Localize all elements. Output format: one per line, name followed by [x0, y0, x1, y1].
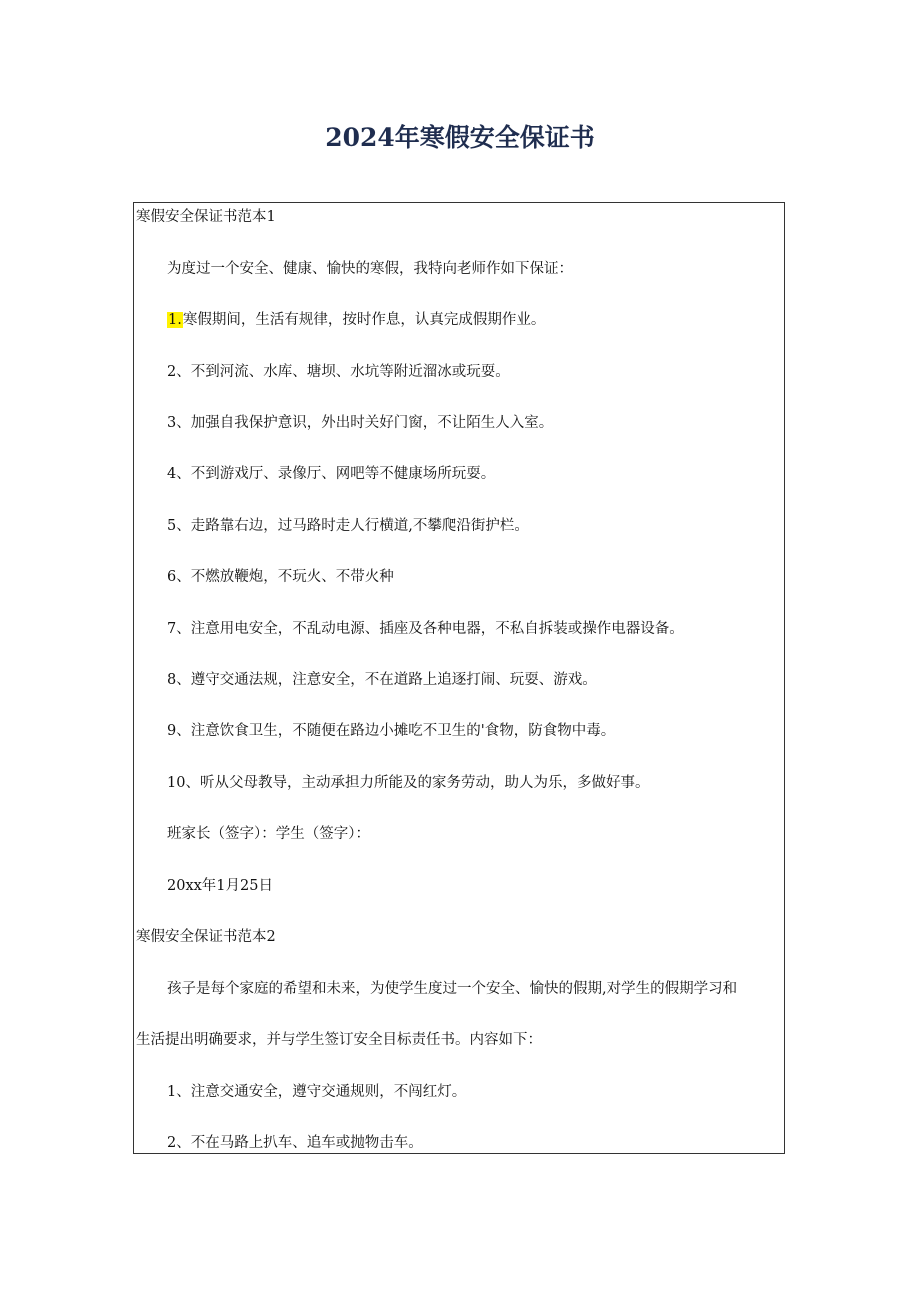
sample1-item-5: 5、走路靠右边，过马路时走人行横道,不攀爬沿街护栏。 [167, 518, 529, 534]
sample1-item-7: 7、注意用电安全，不乱动电源、插座及各种电器，不私自拆装或操作电器设备。 [167, 621, 684, 637]
sample1-item-6: 6、不燃放鞭炮，不玩火、不带火种 [167, 569, 394, 585]
sample1-item-4: 4、不到游戏厅、录像厅、网吧等不健康场所玩耍。 [167, 466, 496, 482]
sample2-intro-line1: 孩子是每个家庭的希望和未来，为使学生度过一个安全、愉快的假期,对学生的假期学习和 [167, 981, 738, 997]
sample1-intro: 为度过一个安全、健康、愉快的寒假，我特向老师作如下保证： [167, 261, 573, 277]
sample1-item-9: 9、注意饮食卫生，不随便在路边小摊吃不卫生的'食物，防食物中毒。 [167, 723, 616, 739]
sample2-intro-line2: 生活提出明确要求，并与学生签订安全目标责任书。内容如下： [136, 1032, 542, 1048]
sample1-item-2: 2、不到河流、水库、塘坝、水坑等附近溜冰或玩耍。 [167, 364, 510, 380]
sample1-item-10: 10、听从父母教导，主动承担力所能及的家务劳动，助人为乐，多做好事。 [167, 775, 650, 791]
sample1-heading: 寒假安全保证书范本1 [136, 209, 276, 225]
sample2-item-1: 1、注意交通安全，遵守交通规则，不闯红灯。 [167, 1084, 467, 1100]
sample1-item-8: 8、遵守交通法规，注意安全，不在道路上追逐打闹、玩耍、游戏。 [167, 672, 597, 688]
sample2-item-2: 2、不在马路上扒车、追车或抛物击车。 [167, 1135, 423, 1151]
page-title: 2024年寒假安全保证书 [325, 123, 595, 152]
highlighted-number: 1. [168, 312, 182, 328]
signature-line: 班家长（签字）：学生（签字）： [167, 826, 370, 842]
sample2-heading: 寒假安全保证书范本2 [136, 929, 276, 945]
content-box [133, 202, 785, 1154]
sample1-item-1 [167, 310, 545, 330]
sample1-item-3: 3、加强自我保护意识，外出时关好门窗，不让陌生人入室。 [167, 415, 554, 431]
date-line: 20xx年1月25日 [167, 878, 273, 894]
sample1-item-1-text: 寒假期间，生活有规律，按时作息，认真完成假期作业。 [182, 312, 546, 328]
